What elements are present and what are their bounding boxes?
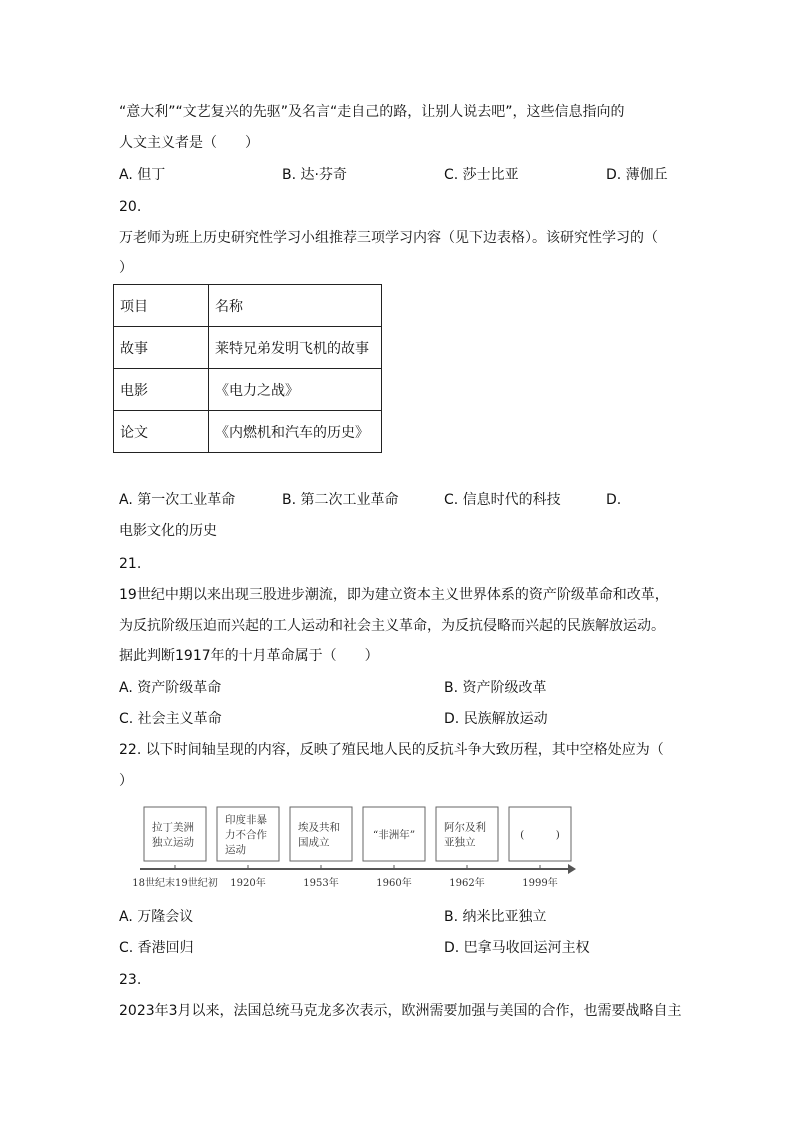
q21-number: 21.: [119, 556, 142, 572]
q20-option-c: C. 信息时代的科技: [444, 492, 561, 508]
table-cell: 电影: [114, 369, 209, 411]
table-cell: 《电力之战》: [209, 369, 382, 411]
timeline-year-label: 1920年: [230, 878, 266, 889]
q21-option-a: A. 资产阶级革命: [119, 680, 222, 696]
timeline-year-label: 1953年: [303, 878, 339, 889]
timeline-event-text: 印度非暴: [225, 814, 267, 826]
timeline-event-box: [144, 807, 206, 861]
table-cell: 名称: [209, 285, 382, 327]
table-cell: 莱特兄弟发明飞机的故事: [209, 327, 382, 369]
q20-table: [113, 284, 382, 453]
table-row: [114, 285, 382, 327]
q22-option-b: B. 纳米比亚独立: [444, 909, 547, 925]
q20-stem-line1: 万老师为班上历史研究性学习小组推荐三项学习内容（见下边表格）。该研究性学习的（: [119, 230, 658, 246]
q21-stem-line3: 据此判断1917年的十月革命属于（ ）: [119, 648, 379, 664]
q19-stem-line2: 人文主义者是（ ）: [119, 135, 259, 151]
q19-option-d: D. 薄伽丘: [606, 167, 668, 183]
q22-stem-line1: 22. 以下时间轴呈现的内容，反映了殖民地人民的反抗斗争大致历程，其中空格处应为（: [119, 742, 664, 758]
timeline-event-text: 阿尔及利: [444, 821, 486, 834]
timeline-event-text: 独立运动: [152, 836, 194, 849]
timeline-year-label: 1999年: [522, 878, 558, 889]
timeline-event-box: [436, 807, 498, 861]
q22-timeline: [130, 800, 580, 892]
q21-option-d: D. 民族解放运动: [444, 711, 548, 727]
timeline-year-label: 1962年: [449, 878, 485, 889]
timeline-year-label: 1960年: [376, 878, 412, 889]
timeline-event-text: ( ): [520, 829, 560, 841]
timeline-event-text: 埃及共和: [298, 821, 340, 834]
q22-option-c: C. 香港回归: [119, 940, 194, 956]
q20-option-d: D.: [606, 492, 622, 508]
q23-number: 23.: [119, 972, 142, 988]
timeline-event-text: 运动: [225, 844, 246, 856]
table-cell: 《内燃机和汽车的历史》: [209, 411, 382, 453]
table-cell: 论文: [114, 411, 209, 453]
table-row: [114, 411, 382, 453]
q22-option-a: A. 万隆会议: [119, 909, 194, 925]
q20-stem-line2: ）: [119, 260, 133, 276]
q20-option-a: A. 第一次工业革命: [119, 492, 236, 508]
q21-stem-line2: 为反抗阶级压迫而兴起的工人运动和社会主义革命，为反抗侵略而兴起的民族解放运动。: [119, 618, 665, 634]
timeline-arrow-icon: [568, 864, 576, 874]
table-row: [114, 327, 382, 369]
q19-option-c: C. 莎士比亚: [444, 167, 519, 183]
q21-option-b: B. 资产阶级改革: [444, 680, 547, 696]
q22-stem-line2: ）: [119, 773, 133, 789]
timeline-year-label: 18世纪末19世纪初: [132, 878, 218, 889]
timeline-event-text: 亚独立: [444, 836, 476, 849]
q19-stem-line1: “意大利”“文艺复兴的先驱”及名言“走自己的路，让别人说去吧”，这些信息指向的: [119, 104, 625, 120]
q20-number: 20.: [119, 199, 142, 215]
q19-option-b: B. 达·芬奇: [282, 167, 347, 183]
q22-option-d: D. 巴拿马收回运河主权: [444, 940, 590, 956]
timeline-event-text: 国成立: [298, 836, 330, 849]
q20-option-b: B. 第二次工业革命: [282, 492, 399, 508]
table-cell: 项目: [114, 285, 209, 327]
q21-stem-line1: 19世纪中期以来出现三股进步潮流，即为建立资本主义世界体系的资产阶级革命和改革，: [119, 587, 669, 603]
q19-option-a: A. 但丁: [119, 167, 166, 183]
table-row: [114, 369, 382, 411]
q23-stem-line1: 2023年3月以来，法国总统马克龙多次表示，欧洲需要加强与美国的合作，也需要战略自主: [119, 1003, 682, 1019]
table-cell: 故事: [114, 327, 209, 369]
q20-option-d-cont: 电影文化的历史: [119, 523, 217, 539]
timeline-event-text: 力不合作: [225, 829, 267, 841]
timeline-event-text: “非洲年”: [372, 829, 416, 841]
q21-option-c: C. 社会主义革命: [119, 711, 222, 727]
timeline-event-text: 拉丁美洲: [152, 821, 194, 834]
timeline-event-box: [290, 807, 352, 861]
